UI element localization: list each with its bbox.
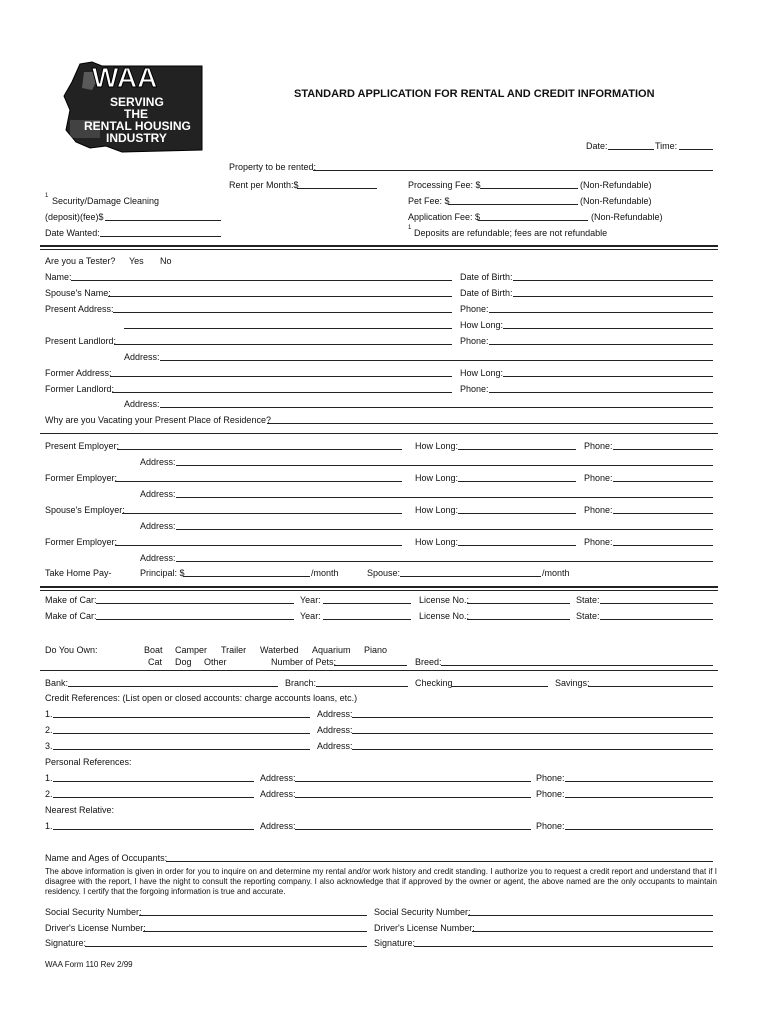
vacating-field[interactable] — [267, 423, 713, 424]
car2-state-label: State: — [576, 611, 600, 621]
date-field[interactable] — [608, 149, 654, 150]
se-howlong-field[interactable] — [458, 513, 576, 514]
landlord-phone-label: Phone: — [460, 336, 489, 346]
pe-address-field[interactable] — [176, 465, 713, 466]
spouse-employer-label: Spouse's Employer: — [45, 505, 125, 515]
occupants-field[interactable] — [166, 861, 713, 862]
personal-ref-2-phone-field[interactable] — [565, 797, 713, 798]
breed-field[interactable] — [441, 665, 713, 666]
car1-license-label: License No.: — [419, 595, 470, 605]
time-field[interactable] — [679, 149, 713, 150]
personal-ref-2-field[interactable] — [53, 797, 254, 798]
savings-field[interactable] — [588, 686, 713, 687]
relative-1-phone-label: Phone: — [536, 821, 565, 831]
logo-industry: INDUSTRY — [106, 131, 167, 145]
deposits-note: Deposits are refundable; fees are not refundable — [414, 228, 608, 238]
present-landlord-label: Present Landlord: — [45, 336, 117, 346]
former-employer-field[interactable] — [115, 481, 402, 482]
se-phone-label: Phone: — [584, 505, 613, 515]
car1-make-label: Make of Car: — [45, 595, 97, 605]
personal-ref-1-phone-field[interactable] — [565, 781, 713, 782]
spouse-name-field[interactable] — [108, 296, 452, 297]
car1-license-field[interactable] — [467, 603, 570, 604]
car1-year-field[interactable] — [323, 603, 411, 604]
pets-label: Number of Pets: — [271, 657, 337, 667]
own-aquarium[interactable]: Aquarium — [312, 645, 351, 655]
pet-fee-label: Pet Fee: $ — [408, 196, 450, 206]
logo-the: THE — [124, 107, 148, 121]
present-howlong-label: How Long: — [460, 320, 504, 330]
credit-ref-1-num: 1. — [45, 709, 53, 719]
present-phone-field[interactable] — [489, 312, 713, 313]
tester-no[interactable]: No — [160, 256, 172, 266]
section-divider — [40, 670, 718, 671]
landlord-address-field[interactable] — [160, 360, 713, 361]
personal-ref-2-num: 2. — [45, 789, 53, 799]
pe-phone-field[interactable] — [613, 449, 713, 450]
car1-year-label: Year: — [300, 595, 321, 605]
personal-ref-1-address-field[interactable] — [295, 781, 531, 782]
se-address-field[interactable] — [176, 529, 713, 530]
pet-fee-field[interactable] — [448, 204, 578, 205]
name-label: Name: — [45, 272, 72, 282]
car2-year-label: Year: — [300, 611, 321, 621]
time-label: Time: — [655, 141, 678, 151]
form-title: STANDARD APPLICATION FOR RENTAL AND CREDIT INFORMATION — [294, 88, 655, 100]
processing-nonref: (Non-Refundable) — [580, 180, 652, 190]
occupants-label: Name and Ages of Occupants: — [45, 853, 168, 863]
credit-ref-1-address-field[interactable] — [352, 717, 713, 718]
relative-1-address-field[interactable] — [295, 829, 531, 830]
credit-ref-2-address-label: Address: — [317, 725, 353, 735]
own-waterbed[interactable]: Waterbed — [260, 645, 299, 655]
personal-ref-1-phone-label: Phone: — [536, 773, 565, 783]
dob-field[interactable] — [513, 280, 713, 281]
section-divider — [40, 590, 718, 591]
principal-label: Principal: $ — [140, 568, 185, 578]
landlord-phone-field[interactable] — [489, 344, 713, 345]
car2-make-field[interactable] — [96, 619, 294, 620]
fe2-howlong-label: How Long: — [415, 537, 459, 547]
property-label: Property to be rented: — [229, 162, 317, 172]
own-trailer[interactable]: Trailer — [221, 645, 247, 655]
ssn-1-label: Social Security Number: — [45, 907, 142, 917]
spouse-employer-field[interactable] — [122, 513, 402, 514]
section-divider — [40, 245, 718, 247]
dl-1-label: Driver's License Number: — [45, 923, 146, 933]
tester-yes[interactable]: Yes — [129, 256, 144, 266]
deposit-field[interactable] — [105, 220, 221, 221]
signature-1-field[interactable] — [85, 946, 367, 947]
personal-ref-1-num: 1. — [45, 773, 53, 783]
logo-rental-housing: RENTAL HOUSING — [84, 119, 191, 133]
authorization-disclaimer: The above information is given in order for you to inquire on and determine my rental and/or work history and credit standing. I authorize you to request a credit report and understand that if I disagree with the report, I have the night to consult the reporting company. I also acknowledge that if approved by the owner or agent, the above named are the only occupants to maintain residency. I certify that the forgoing information is true and accurate. — [45, 867, 717, 896]
former-phone-label: Phone: — [460, 384, 489, 394]
checking-field[interactable] — [451, 686, 548, 687]
signature-1-label: Signature: — [45, 938, 87, 948]
credit-ref-3-address-label: Address: — [317, 741, 353, 751]
branch-field[interactable] — [316, 686, 408, 687]
own-other[interactable]: Other — [204, 657, 227, 667]
former-address-field[interactable] — [110, 376, 452, 377]
credit-ref-2-num: 2. — [45, 725, 53, 735]
bank-field[interactable] — [68, 686, 278, 687]
personal-ref-2-address-field[interactable] — [295, 797, 531, 798]
deposits-note-sup — [408, 225, 411, 236]
own-dog[interactable]: Dog — [175, 657, 192, 667]
spouse-pay-label: Spouse: — [367, 568, 401, 578]
pe-howlong-label: How Long: — [415, 441, 459, 451]
section-divider — [40, 433, 718, 434]
former-howlong-label: How Long: — [460, 368, 504, 378]
personal-ref-2-phone-label: Phone: — [536, 789, 565, 799]
former-landlord-label: Former Landlord: — [45, 384, 115, 394]
date-label: Date: — [586, 141, 608, 151]
take-home-label: Take Home Pay- — [45, 568, 112, 578]
ssn-2-field[interactable] — [468, 915, 713, 916]
section-divider — [40, 586, 718, 588]
own-label: Do You Own: — [45, 645, 98, 655]
present-landlord-field[interactable] — [114, 344, 452, 345]
security-label: Security/Damage Cleaning — [52, 196, 160, 206]
se-phone-field[interactable] — [613, 513, 713, 514]
date-wanted-field[interactable] — [100, 236, 221, 237]
se-address-label: Address: — [140, 521, 176, 531]
nearest-relative-label: Nearest Relative: — [45, 805, 115, 815]
spouse-dob-label: Date of Birth: — [460, 288, 513, 298]
tester-label: Are you a Tester? — [45, 256, 116, 266]
car2-license-label: License No.: — [419, 611, 470, 621]
processing-fee-label: Processing Fee: $ — [408, 180, 481, 190]
personal-ref-1-address-label: Address: — [260, 773, 296, 783]
principal-field[interactable] — [183, 576, 310, 577]
logo-waa: WAA — [92, 62, 158, 93]
section-divider — [40, 249, 718, 250]
car2-make-label: Make of Car: — [45, 611, 97, 621]
deposit-label: (deposit)(fee)$ — [45, 212, 104, 222]
fe2-howlong-field[interactable] — [458, 545, 576, 546]
former-landlord-field[interactable] — [112, 392, 452, 393]
processing-fee-field[interactable] — [480, 188, 578, 189]
present-address-field[interactable] — [113, 312, 452, 313]
present-address-line2[interactable] — [124, 328, 452, 329]
ssn-1-field[interactable] — [139, 915, 367, 916]
fe2-phone-field[interactable] — [613, 545, 713, 546]
dl-2-label: Driver's License Number: — [374, 923, 475, 933]
present-howlong-field[interactable] — [503, 328, 713, 329]
footnote-1b: 1 — [408, 225, 412, 231]
car1-state-label: State: — [576, 595, 600, 605]
checking-label: Checking — [415, 678, 453, 688]
former-employer2-label: Former Employer: — [45, 537, 118, 547]
personal-refs-label: Personal References: — [45, 757, 132, 767]
fe-howlong-field[interactable] — [458, 481, 576, 482]
rent-field[interactable] — [297, 188, 377, 189]
present-phone-label: Phone: — [460, 304, 489, 314]
personal-ref-2-address-label: Address: — [260, 789, 296, 799]
credit-ref-1-address-label: Address: — [317, 709, 353, 719]
credit-ref-2-field[interactable] — [53, 733, 310, 734]
car1-make-field[interactable] — [96, 603, 294, 604]
spouse-pay-month: /month — [542, 568, 570, 578]
own-camper[interactable]: Camper — [175, 645, 208, 655]
fe-address-label: Address: — [140, 489, 176, 499]
signature-2-label: Signature: — [374, 938, 416, 948]
spouse-pay-field[interactable] — [400, 576, 541, 577]
credit-ref-3-field[interactable] — [53, 749, 310, 750]
savings-label: Savings: — [555, 678, 590, 688]
pets-field[interactable] — [334, 665, 407, 666]
car2-license-field[interactable] — [467, 619, 570, 620]
spouse-name-label: Spouse's Name: — [45, 288, 111, 298]
credit-ref-1-field[interactable] — [53, 717, 310, 718]
former-address-label: Former Address: — [45, 368, 112, 378]
relative-1-field[interactable] — [53, 829, 254, 830]
relative-1-num: 1. — [45, 821, 53, 831]
pe-address-label: Address: — [140, 457, 176, 467]
vacating-label: Why are you Vacating your Present Place of Residence? — [45, 415, 271, 425]
dob-label: Date of Birth: — [460, 272, 513, 282]
dl-1-field[interactable] — [143, 931, 367, 932]
date-wanted-label: Date Wanted: — [45, 228, 100, 238]
fe-phone-field[interactable] — [613, 481, 713, 482]
landlord-address-label: Address: — [124, 352, 160, 362]
application-fee-label: Application Fee: $ — [408, 212, 481, 222]
former-landlord-address-field[interactable] — [160, 407, 713, 408]
application-nonref: (Non-Refundable) — [591, 212, 663, 222]
car1-state-field[interactable] — [600, 603, 713, 604]
branch-label: Branch: — [285, 678, 317, 688]
pe-howlong-field[interactable] — [458, 449, 576, 450]
fe-howlong-label: How Long: — [415, 473, 459, 483]
property-field[interactable] — [313, 170, 713, 171]
fe-phone-label: Phone: — [584, 473, 613, 483]
se-howlong-label: How Long: — [415, 505, 459, 515]
relative-1-address-label: Address: — [260, 821, 296, 831]
bank-label: Bank: — [45, 678, 69, 688]
credit-ref-2-address-field[interactable] — [352, 733, 713, 734]
waa-logo — [62, 60, 212, 160]
pe-phone-label: Phone: — [584, 441, 613, 451]
application-fee-field[interactable] — [478, 220, 588, 221]
car2-year-field[interactable] — [323, 619, 411, 620]
former-landlord-address-label: Address: — [124, 399, 160, 409]
dl-2-field[interactable] — [472, 931, 713, 932]
credit-ref-3-num: 3. — [45, 741, 53, 751]
present-employer-label: Present Employer: — [45, 441, 120, 451]
breed-label: Breed: — [415, 657, 442, 667]
principal-month: /month — [311, 568, 339, 578]
credit-refs-label: Credit References: (List open or closed accounts: charge accounts loans, etc.) — [45, 693, 358, 703]
own-boat[interactable]: Boat — [144, 645, 163, 655]
present-employer-field[interactable] — [117, 449, 402, 450]
car2-state-field[interactable] — [600, 619, 713, 620]
former-howlong-field[interactable] — [503, 376, 713, 377]
former-employer-label: Former Employer: — [45, 473, 118, 483]
fe2-address-label: Address: — [140, 553, 176, 563]
rent-label: Rent per Month:$ — [229, 180, 299, 190]
logo-serving: SERVING — [110, 95, 164, 109]
present-address-label: Present Address: — [45, 304, 114, 314]
former-phone-field[interactable] — [489, 392, 713, 393]
form-number: WAA Form 110 Rev 2/99 — [45, 960, 133, 969]
ssn-2-label: Social Security Number: — [374, 907, 471, 917]
relative-1-phone-field[interactable] — [565, 829, 713, 830]
own-cat[interactable]: Cat — [148, 657, 163, 667]
name-field[interactable] — [71, 280, 452, 281]
fe2-phone-label: Phone: — [584, 537, 613, 547]
signature-2-field[interactable] — [414, 946, 713, 947]
spouse-dob-field[interactable] — [513, 296, 713, 297]
fe2-address-field[interactable] — [176, 561, 713, 562]
credit-ref-3-address-field[interactable] — [352, 749, 713, 750]
fe-address-field[interactable] — [176, 497, 713, 498]
personal-ref-1-field[interactable] — [53, 781, 254, 782]
own-piano[interactable]: Piano — [364, 645, 388, 655]
pet-nonref: (Non-Refundable) — [580, 196, 652, 206]
footnote-1: 1 — [45, 193, 49, 199]
former-employer2-field[interactable] — [115, 545, 402, 546]
